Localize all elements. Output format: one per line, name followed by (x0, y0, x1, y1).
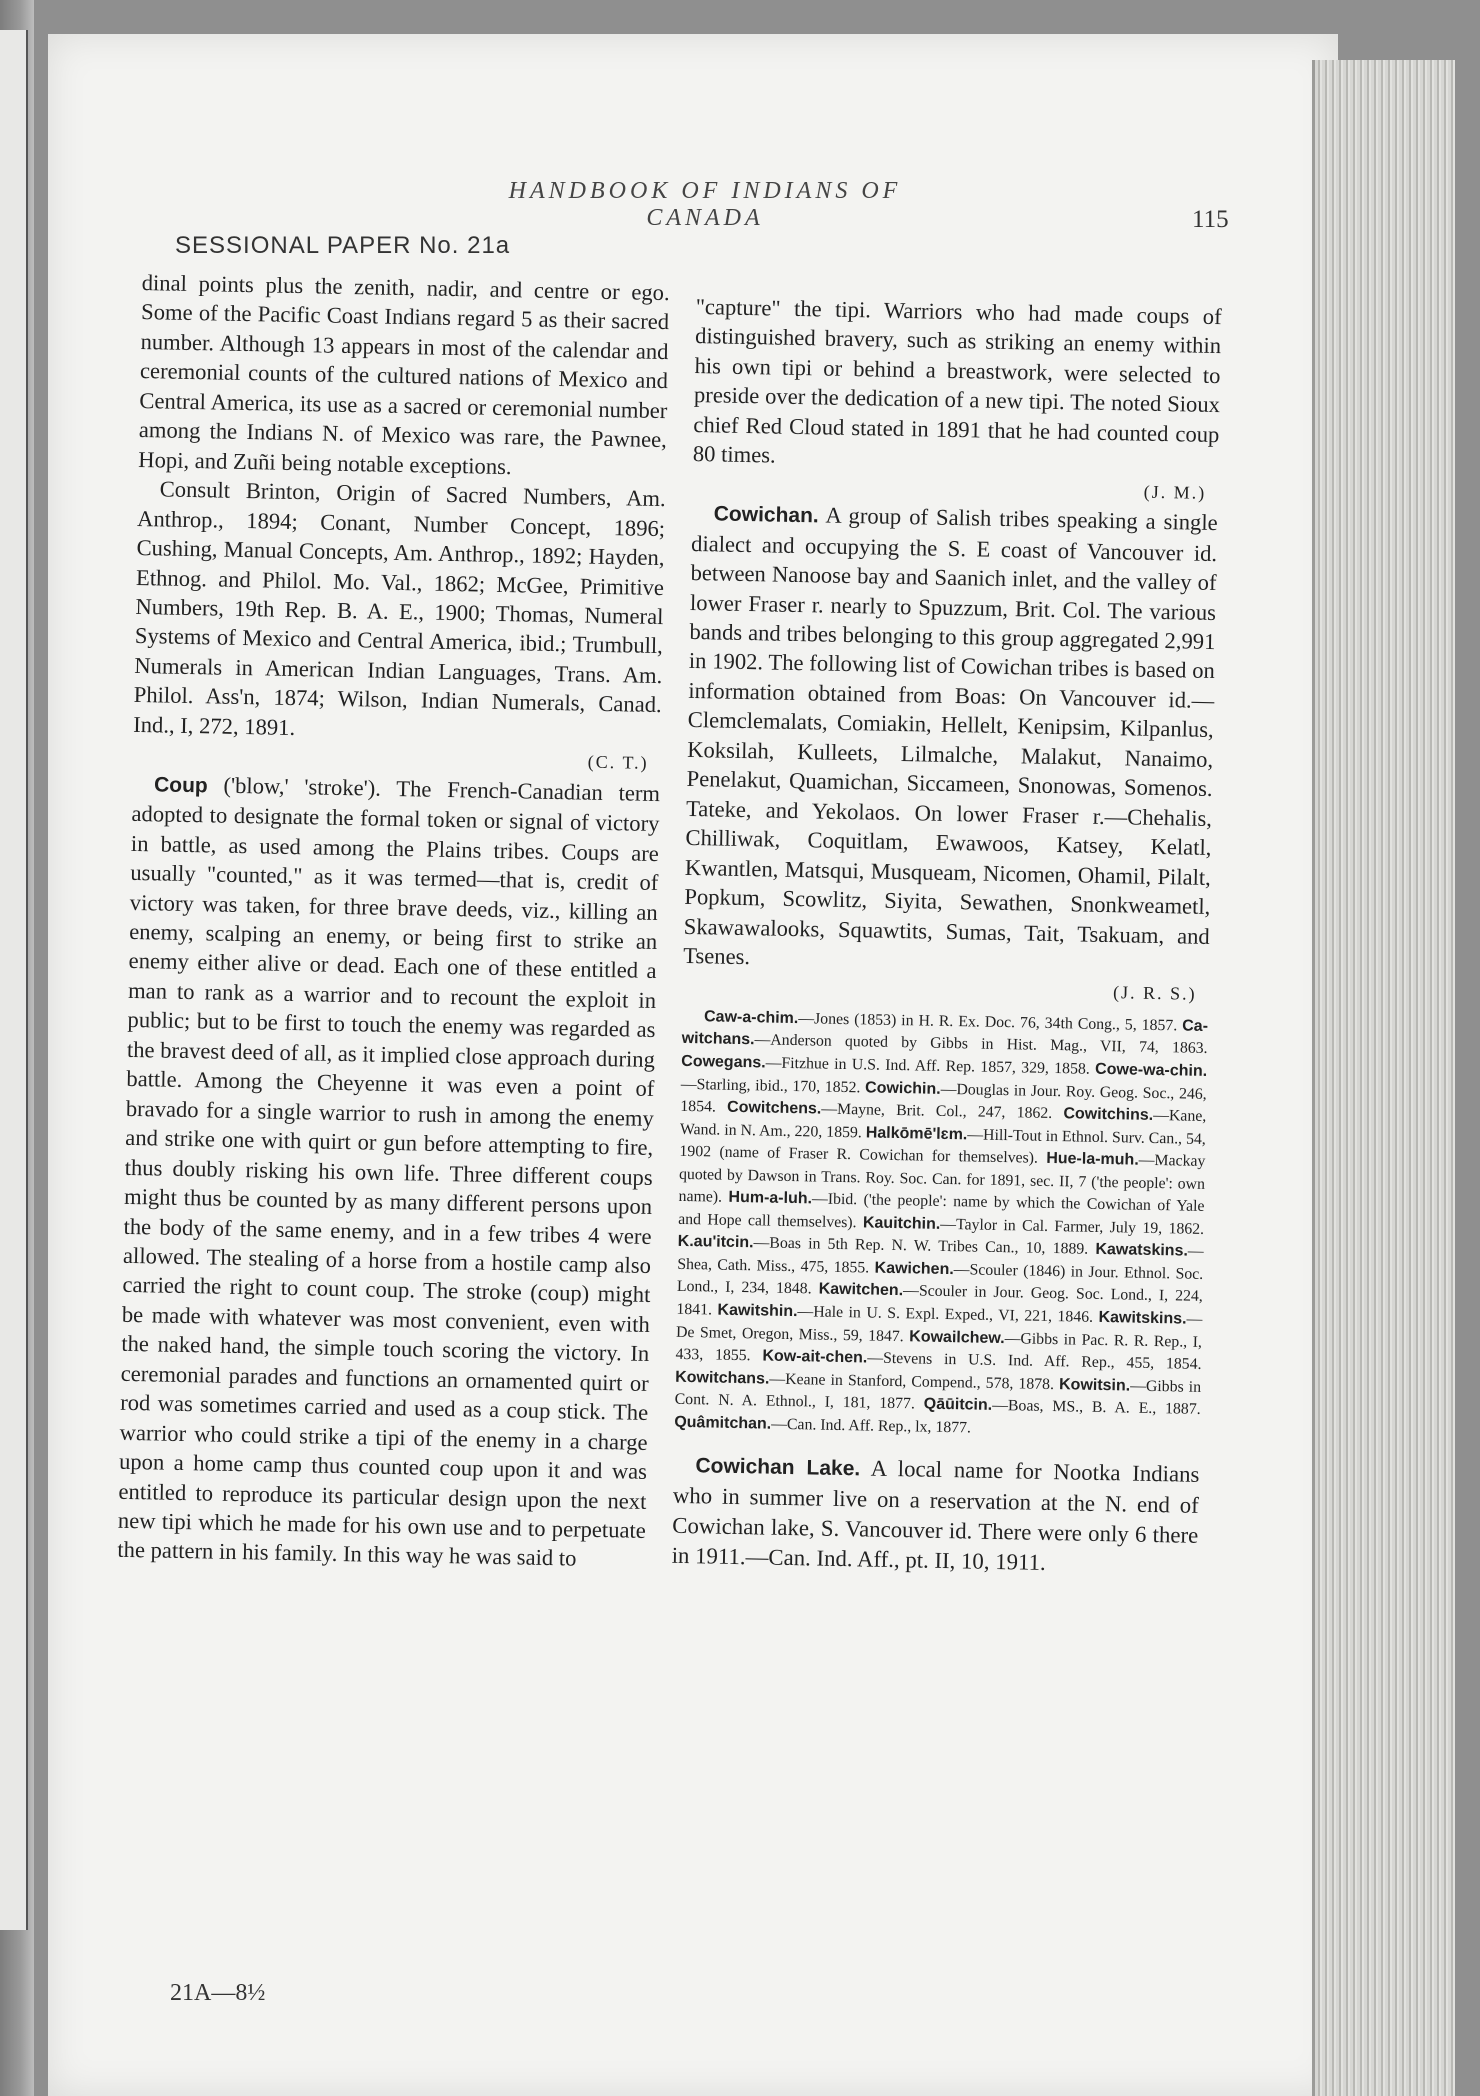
sessional-paper-label: SESSIONAL PAPER No. 21a (175, 232, 511, 259)
cowichan-lake-text: A local name for Nootka Indians who in summer live on a reservation at the N. end of Cowichan lake, S. Vancouver id. There were only 6 there in 1911.—Can. Ind. Aff., pt. II, 10, 1911. (671, 1455, 1200, 1576)
cowichan-lake-entry (671, 1450, 1199, 1581)
synonym-reference: —Jones (1853) in H. R. Ex. Doc. 76, 34th Cong., 5, 1857. (798, 1009, 1183, 1035)
synonym-reference: —Boas in 5th Rep. N. W. Tribes Can., 10, 1889. (753, 1234, 1096, 1259)
synonym-reference: —Boas, MS., B. A. E., 1887. (992, 1397, 1201, 1419)
synonym-name: Hum-a-luh. (728, 1189, 813, 1208)
synonym-reference: —Anderson quoted by Gibbs in Hist. Mag., VII, 74, 1863. (754, 1031, 1208, 1058)
signature-mark: 21A—8½ (170, 1980, 266, 2006)
author-signature-ct: (C. T.) (587, 751, 649, 774)
left-column (117, 268, 670, 1575)
synonym-name: Kowitchans. (675, 1368, 770, 1388)
author-signature-jrs: (J. R. S.) (1112, 982, 1197, 1005)
cowichan-entry (683, 498, 1218, 980)
synonym-reference: —Gibbs in Cont. N. A. Ethnol., I, 181, 1877. (674, 1377, 1202, 1413)
synonym-name: Halkōmē'lɛm. (865, 1124, 968, 1143)
cowichan-synonymy (674, 1006, 1208, 1444)
synonym-reference: —Can. Ind. Aff. Rep., lx, 1877. (771, 1415, 972, 1437)
numbers-references-paragraph: Consult Brinton, Origin of Sacred Numbers, Am. Anthrop., 1894; Conant, Number Concept, 1896; Cushing, Manual Concepts, Am. Anthrop., 1892; Hayden, Ethnog. and Philol. Mo. Val., 1862; McGee, Primitive Numbers, 19th Rep. B. A. E., 1900; Thomas, Numeral Systems of Mexico and Central America, ibid.; Trumbull, Numerals in American Indian Languages, Trans. Am. Philol. Ass'n, 1874; Wilson, Indian Numerals, Canad. Ind., I, 272, 1891. (133, 476, 666, 740)
cowichan-headword: Cowichan. (713, 502, 819, 528)
synonym-name: K.au'itcin. (677, 1233, 754, 1252)
synonym-reference: —Ibid. ('the people': name by which the Cowichan of Yale and Hope call themselves). (678, 1190, 1205, 1232)
adjacent-page-edge (0, 0, 34, 2096)
coup-headword: Coup (153, 773, 208, 798)
synonym-name: Caw-a-chim. (703, 1008, 799, 1027)
synonym-reference: —Keane in Stanford, Compend., 578, 1878. (769, 1370, 1060, 1393)
synonym-reference: —Shea, Cath. Miss., 475, 1855. (677, 1242, 1204, 1277)
cowichan-text: A group of Salish tribes speaking a single dialect and occupying the S. E coast of Vancouver id. between Nanoose bay and Saanich inlet, and the valley of lower Fraser r. nearly to Spuzzum, Brit. Col. The various bands and tribes belonging to this group aggregated 2,991 in 1902. The following list of Cowichan tribes is based on information obtained from Boas: On Vancouver id.—Clemclemalats, Comiakin, Hellelt, Kenipsim, Kilpanlus, Koksilah, Kulleets, Lilmalche, Malakut, Nanaimo, Penelakut, Quamichan, Siccameen, Snonowas, Somenos. Tateke, and Yekolaos. On lower Fraser r.—Chehalis, Chilliwak, Coquitlam, Ewawoos, Katsey, Kelatl, Kwantlen, Matsqui, Musqueam, Nicomen, Ohamil, Pilalt, Popkum, Scowlitz, Siyita, Sewathen, Snonkweametl, Skawawalooks, Squawtits, Sumas, Tait, Tsakuam, and Tsenes. (683, 502, 1218, 970)
coup-entry (117, 769, 660, 1575)
synonym-name: Ca-witchans. (681, 1017, 1209, 1049)
previous-page-sliver (0, 30, 28, 1930)
synonym-name: Cowitchens. (726, 1098, 822, 1118)
synonym-name: Kawitchen. (818, 1280, 904, 1300)
synonym-reference: —Scouler (1846) in Jour. Ethnol. Soc. Lond., I, 234, 1848. (676, 1261, 1204, 1298)
synonym-reference: —De Smet, Oregon, Miss., 59, 1847. (675, 1310, 1203, 1345)
running-head: HANDBOOK OF INDIANS OF CANADA (508, 178, 902, 231)
right-column (671, 292, 1221, 1581)
synonym-name: Qāūitcin. (923, 1395, 993, 1415)
synonym-name: Cowegans. (681, 1052, 766, 1072)
synonym-reference: —Taylor in Cal. Farmer, July 19, 1862. (940, 1215, 1205, 1238)
page-block-edge (1312, 60, 1455, 2096)
synonym-reference: —Hale in U. S. Expl. Exped., VI, 221, 1846. (797, 1303, 1099, 1326)
author-signature-jm: (J. M.) (1143, 481, 1207, 503)
synonym-reference: —Scouler in Jour. Geog. Soc. Lond., I, 224, 1841. (676, 1282, 1203, 1319)
synonym-reference: —Hill-Tout in Ethnol. Surv. Can., 54, 1902 (name of Fraser R. Cowichan for themselves). (679, 1125, 1206, 1168)
coup-text: ('blow,' 'stroke'). The French-Canadian term adopted to designate the formal token or signal of victory in battle, as used among the Plains tribes. Coups are usually "counted," as it was termed—that is, credit of victory was taken, for three brave deeds, viz., killing an enemy, scalping an enemy, or being first to strike an enemy either alive or dead. Each one of these entitled a man to rank as a warrior and to recount the exploit in public; but to be first to touch the enemy was regarded as the bravest deed of all, as it implied close approach during battle. Among the Cheyenne it was even a point of bravado for a single warrior to rush in among the enemy and strike one with quirt or gun before attempting to fire, thus doubly risking his own life. Three different coups might thus be counted by as many different persons upon the body of the same enemy, and in a few tribes 4 were allowed. The stealing of a horse from a hostile camp also carried the right to count coup. The stroke (coup) might be made with whatever was most convenient, even with the naked hand, the simple touch scoring the victory. In ceremonial parades and functions an ornamented quirt or rod was sometimes carried and used as a coup stick. The warrior who could strike a tipi of the enemy in a charge upon a home camp thus counted coup upon it and was entitled to reproduce its particular design upon the next new tipi which he made for his own use and to perpetuate the pattern in his family. In this way he was said to (117, 772, 661, 1572)
synonym-name: Quâmitchan. (674, 1413, 772, 1433)
synonym-reference: —Fitzhue in U.S. Ind. Aff. Rep. 1857, 329, 1858. (765, 1054, 1096, 1078)
synonym-name: Kauitchin. (862, 1214, 941, 1233)
synonym-name: Hue-la-muh. (1046, 1150, 1139, 1169)
cowichan-lake-headword: Cowichan Lake. (695, 1454, 861, 1481)
page-number: 115 (1192, 206, 1229, 233)
numbers-continuation-paragraph: dinal points plus the zenith, nadir, and centre or ego. Some of the Pacific Coast Indians regard 5 as their sacred number. Although 13 appears in most of the calendar and ceremonial counts of the cultured nations of Mexico and Central America, its use as a sacred or ceremonial number among the Indians N. of Mexico was rare, the Pawnee, Hopi, and Zuñi being notable exceptions. (138, 269, 670, 479)
synonym-name: Kowailchew. (909, 1327, 1005, 1347)
synonym-reference: —Stevens in U.S. Ind. Aff. Rep., 455, 1854. (867, 1349, 1202, 1373)
synonym-name: Cowe-wa-chin. (1094, 1060, 1208, 1080)
synonym-name: Kow-ait-chen. (762, 1347, 868, 1367)
synonym-name: Kawichen. (874, 1259, 954, 1279)
synonym-name: Cowichin. (864, 1078, 941, 1098)
coup-continuation-paragraph: "capture" the tipi. Warriors who had made coups of distinguished bravery, such as striking an enemy within his own tipi or behind a breastwork, were selected to preside over the dedication of a new tipi. The noted Sioux chief Red Cloud stated in 1891 that he had counted coup 80 times. (692, 293, 1222, 468)
synonym-reference: —Douglas in Jour. Roy. Geog. Soc., 246, 1854. (680, 1080, 1207, 1116)
synonym-name: Kowitsin. (1058, 1375, 1131, 1395)
synonym-name: Kawitskins. (1098, 1308, 1187, 1328)
synonym-reference: —Gibbs in Pac. R. R. Rep., I, 433, 1855. (675, 1329, 1203, 1365)
synonym-name: Kawitshin. (717, 1301, 798, 1321)
synonym-name: Kawatskins. (1095, 1241, 1189, 1260)
synonym-reference: —Kane, Wand. in N. Am., 220, 1859. (679, 1106, 1207, 1142)
synonym-reference: —Mayne, Brit. Col., 247, 1862. (821, 1100, 1064, 1123)
synonym-reference: —Mackay quoted by Dawson in Trans. Roy. Soc. Can. for 1891, sec. II, 7 ('the people': own name). (678, 1151, 1206, 1207)
synonym-name: Cowitchins. (1063, 1105, 1154, 1124)
synonym-reference: —Starling, ibid., 170, 1852. (680, 1075, 866, 1096)
